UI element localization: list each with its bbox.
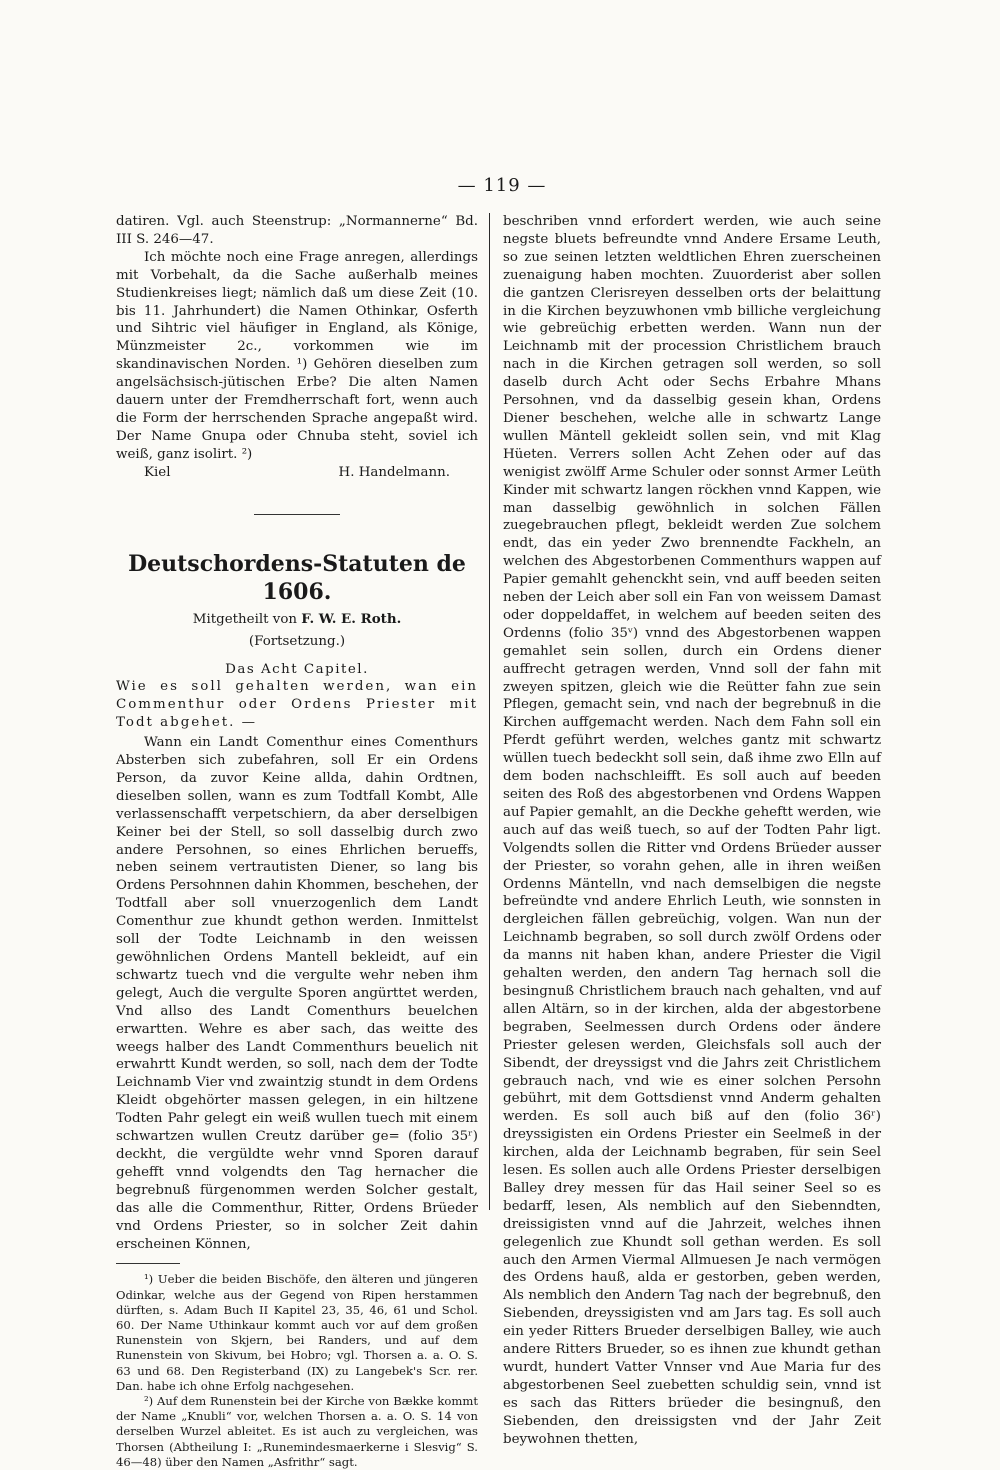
continuation-note: (Fortsetzung.) — [248, 633, 346, 649]
footnote-2: ²) Auf dem Runenstein bei der Kirche von Bække kommt der Name „Knubli“ vor, welchen Thorsen a. a. O. S. 14 von derselben Wurzel ableitet. Es ist auch zu vergleichen, was Thorsen (Abtheilung I: „Runemindesmaerkerne i Slesvig“ S. 46—48) über den Namen „Asfrithr“ sagt. — [116, 1394, 478, 1469]
communicated-by — [116, 610, 478, 629]
signature-place: Kiel — [144, 464, 171, 480]
page-number: — 119 — — [457, 175, 547, 196]
communicated-prefix: Mitgetheilt von — [192, 611, 298, 627]
signature-name: H. Handelmann. — [338, 464, 450, 480]
chapter-heading: Das Acht Capitel. — [225, 661, 369, 677]
footnote-divider — [116, 1263, 180, 1264]
article-title: Deutschordens-Statuten de 1606. — [128, 550, 466, 605]
footnote-1: ¹) Ueber die beiden Bischöfe, den älteren und jüngeren Odinkar, welche aus der Gegend von Ripen herstammen dürften, s. Adam Buch II Kapitel 23, 35, 46, 61 und Schol. 60. Der Name Uthinkaur kommt auch vor auf dem großen Runenstein von Skjern, bei Randers, und auf dem Runenstein von Skivum, bei Hobro; vgl. Thorsen a. a. O. S. 63 und 68. Den Registerband (IX) zu Langebek's Scr. rer. Dan. habe ich ohne Erfolg nachgesehen. — [116, 1272, 478, 1393]
communicated-author: F. W. E. Roth. — [301, 610, 402, 627]
paragraph-question: Ich möchte noch eine Frage anregen, allerdings mit Vorbehalt, da die Sache außerhalb meines Studienkreises liegt; nämlich daß um diese Zeit (10. bis 11. Jahrhundert) die Namen Othinkar, Osferth und Sihtric viel häufiger in England, als Könige, Münzmeister 2c., vorkommen wie im skandinavischen Norden. ¹) Gehören dieselben zum angelsächsisch-jütischen Erbe? Die alten Namen dauern unter der Fremdherrschaft fort, wenn auch die Form der herrschenden Sprache angepaßt wird. Der Name Gnupa oder Chnuba steht, soviel ich weiß, ganz isolirt. ²) — [116, 249, 478, 462]
chapter-text: Wann ein Landt Comenthur eines Comenthurs Absterben sich zubefahren, soll Er ein Ordens Person, da zuvor Keine allda, dahin Ordtnen, dieselben sollen, wann es zum Todtfall Kombt, Alle verlassenschafft verpetschiern, da aber derselbigen Keiner bei der Stell, so soll dasselbig durch zwo andere Persohnen, so eines Ehrlichen berueffs, neben seinem vertrautisten Diener, so lang bis Ordens Persohnnen dahin Khommen, beschehen, der Todtfall aber soll vnuerzogenlich dem Landt Comenthur zue khundt gethon werden. Inmittelst soll der Todte Leichnamb in den weissen gewöhnlichen Ordens Mantell bekleidt, auf ein schwartz tuech vnd die vergulte wehr neben ihm gelegt, Auch die vergulte Sporen angürttet werden, Vnd allso des Landt Comenthurs beuelchen erwartten. Wehre es aber sach, das weitte des weegs halber des Landt Commenthurs beuelich nit erwahrtt Kundt werden, so soll, nach dem der Todte Leichnamb Vier vnd zwaintzig stundt in dem Ordens Kleidt obgehörter massen gelegen, in ein hiltzene Todten Pahr gelegt ein weiß wullen tuech mit einem schwartzen wullen Creutz darüber ge= (folio 35ʳ) deckht, die vergüldte wehr vnnd Sporen darauf gehefft vnnd volgendts den Tag hernacher die begrebnuß fürgenommen werden Solcher gestalt, das alle die Commenthur, Ritter, Ordens Brüeder vnd Ordens Priester, so in solcher Zeit dahin erscheinen Können, — [116, 735, 478, 1252]
left-column — [116, 213, 478, 1470]
footnotes — [116, 1272, 478, 1470]
chapter-subheading: Wie es soll gehalten werden, wan ein Commenthur oder Ordens Priester mit Todt abgehet. — — [116, 679, 478, 731]
column-divider — [489, 213, 490, 1210]
right-column-text: beschriben vnnd erfordert werden, wie auch seine negste bluets befreundte vnnd Andere Ersame Leuth, so zue seinen letzten weldtlichen Ehren zuerscheinen zuenaigung haben mochten. Zuuorderist aber sollen die gantzen Clerisreyen desselben orts der belaittung in die Kirchen beyzuwhonen vmb billiche vergleichung wie gebreüchig erbetten werden. Wann nun der Leichnamb mit der procession Christlichem brauch nach in die Kirchen getragen soll werden, so soll daselb durch Acht oder Sechs Erbahre Mhans Persohnen, vnd da dasselbig gesein khan, Ordens Diener beschehen, welche alle in schwartz Lange wullen Mäntell gekleidt sollen sein, vnd mit Klag Hüeten. Verrers sollen Acht Zehen oder auf das wenigist zwölff Arme Schuler oder sonnst Armer Leüth Kinder mit schwartz langen röckhen vnnd Kappen, wie man dasselbig gewöhnlich in solchen Fällen zuegebrauchen pflegt, bekleidt werden Zue solchem endt, das ein yeder Zwo brennendte Fackheln, an welchen des Abgestorbenen Commenthurs wappen auf Papier gemahlt gehenckht sein, vnd auff beeden seiten neben der Leich aber soll ein Fan von weissem Damast oder doppeldaffet, in welchem auf beeden seiten des Ordenns (folio 35ᵛ) vnnd des Abgestorbenen wappen gemahlet sein sollen, durch ein Ordens diener auffrecht getragen werden, Vnnd soll der fahn mit zweyen spitzen, gleich wie die Reütter fahn zue sein Pflegen, gemacht sein, vnd nach der begrebnuß in die Kirchen auffgemacht werden. Nach dem Fahn soll ein Pferdt geführt werden, welches gantz mit schwartz wüllen tuech bedeckht soll sein, daß ihme zwo Elln auf dem boden nachschleifft. Es soll auch auf beeden seiten des Roß des abgestorbenen vnd Ordens Wappen auf Papier gemahlt, an die Deckhe geheftt werden, wie auch auf das weiß tuech, so auf der Todten Pahr ligt. Volgendts sollen die Ritter vnd Ordens Brüeder ausser der Priester, so vorahn gehen, alle in ihren weißen Ordenns Mäntelln, vnd nach demselbigen die negste befreündte vnd andere Ehrlich Leuth, wie sonnsten in dergleichen fällen gebreüchig, volgen. Wan nun der Leichnamb begraben, so soll durch zwölf Ordens oder da manns nit haben khan, andere Priester die Vigil gehalten werden, den andern Tag hernach soll die besingnuß Christlichem brauch nach gehalten, vnd auf allen Altärn, so in der kirchen, alda der abgestorbene begraben, Seelmessen durch Ordens oder ändere Priester gelesen werden, Gleichsfals soll auch der Sibendt, der dreyssigst vnd die Jahrs zeit Christlichem gebrauch nach, vnd wie es einer solchen Persohn gebührt, mit dem Gottsdienst vnnd Anderm gehalten werden. Es soll auch biß auf den (folio 36ʳ) dreyssigisten ein Ordens Priester ein Seelmeß in der kirchen, alda der Leichnamb begraben, für sein Seel lesen. Es sollen auch alle Ordens Priester derselbigen Balley drey messen für das Hail seiner Seel so es bedarff, lesen, Als nemblich auf den Siebenndten, dreissigisten vnnd auf die Jahrzeit, welches ihnen gelegenlich zue Khundt soll gethan werden. Es soll auch den Armen Viermal Allmuesen Je nach vermögen des Ordens hauß, alda er gestorben, geben werden, Als nemblich den Andern Tag nach der begrebnuß, den Siebenden, dreyssigisten vnd am Jars tag. Es soll auch ein yeder Ritters Brueder derselbigen Balley, wie auch andere Ritters Brueder, so es ihnen zue khundt gethan wurdt, hundert Vatter Vnnser vnd Aue Maria fur des abgestorbenen Seel zuebetten schuldig sein, vnnd ist es sach das Ritters brüeder die besingnuß, den Siebenden, den dreissigsten vnd der Jahr Zeit beywohnen thetten, — [503, 214, 881, 1447]
section-divider — [254, 514, 340, 515]
right-column — [503, 213, 881, 1449]
paragraph-citation-end: datiren. Vgl. auch Steenstrup: „Normannerne“ Bd. III S. 246—47. — [116, 214, 478, 247]
signature — [116, 464, 478, 482]
